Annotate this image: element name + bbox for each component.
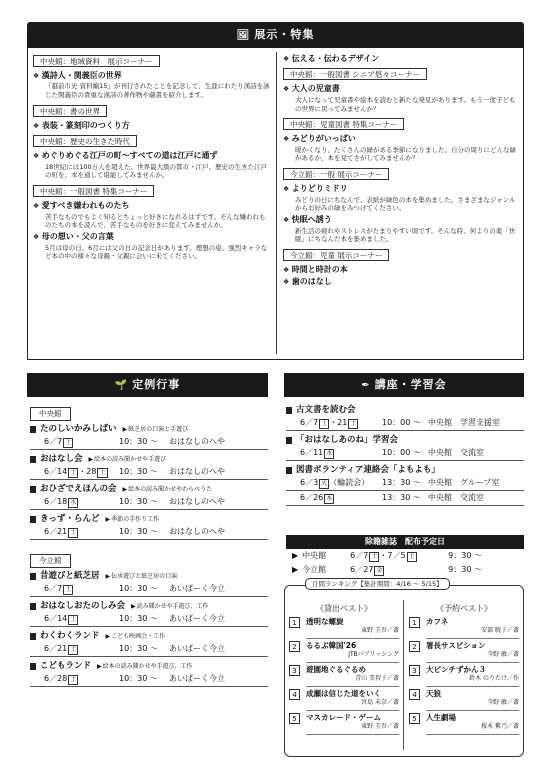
ranking-text (426, 617, 519, 639)
section-label: 中央館：児童図書 特集コーナー (283, 118, 404, 130)
section-label: 中央館：書の世界 (33, 105, 107, 117)
event-place: あいぱーく今立 (169, 674, 225, 684)
lectures-header (284, 373, 524, 397)
event-name: たのしいかみしばい (40, 424, 117, 434)
play-icon: ▶ (105, 515, 111, 523)
event-date: 6／14 土 (44, 614, 77, 624)
discard-rows (292, 551, 522, 579)
lecture (286, 465, 524, 506)
exhibit-item-title: ❖ 表装・篆刻印のつくり方 (33, 121, 271, 131)
book-title: 大ピンチずかん３ (426, 665, 486, 675)
event-name: わくわくランド (40, 631, 100, 642)
event-place: おはなしのへや (169, 527, 225, 537)
event-name: おひざでえほんの会 (40, 484, 117, 495)
exhibit-item-title: ❖ 歯のはなし (283, 277, 519, 287)
exhibit-item-desc: 新生活の疲れやストレスがたまりやすい頃です。そんな時、何よりの薬「快眠」にちなんだ本を集めました。 (295, 226, 516, 244)
play-icon: ▶ (88, 455, 94, 463)
lecture-title (286, 405, 524, 416)
ranking-item (409, 713, 519, 735)
event-place: あいぱーく今立 (169, 584, 225, 594)
event-name: おはなしおたのしみ会 (40, 601, 126, 612)
event-row (286, 416, 524, 431)
event-date: 6／26 木 (300, 493, 333, 503)
ranking-item (289, 641, 399, 663)
ranking-item (409, 689, 519, 711)
event-date: 6／7 土 (44, 437, 72, 447)
lectures-title: 講座・学習会 (374, 377, 447, 391)
event-time: 10：30 〜 (119, 467, 158, 477)
event-place: 中央館 交流室 (428, 493, 484, 503)
event-date: 6／28 土 (44, 674, 77, 684)
ranking-head: 《予約ベスト》 (436, 604, 492, 613)
event (30, 484, 268, 510)
ranking-item (289, 617, 399, 639)
weekday-badge: 木 (326, 495, 333, 503)
picture-icon: 🖼 (236, 29, 251, 41)
event-time: 10：30 〜 (119, 614, 158, 624)
event-row (30, 582, 268, 597)
event-row (30, 435, 268, 450)
lecture-title (286, 465, 524, 476)
event-date: 6／18 水 (44, 497, 77, 507)
weekday-badge: 土 (70, 646, 77, 654)
event-note-text: 絵本の読み聞かせやわらべうた (128, 485, 213, 493)
event-time: 10：30 〜 (119, 674, 158, 684)
event-row (286, 446, 524, 461)
book-title: カフネ (426, 617, 449, 627)
event-time: 10：00 〜 (382, 448, 421, 458)
book-title: 透明な螺旋 (306, 617, 344, 627)
weekday-badge: 土 (70, 616, 77, 624)
event-group (30, 407, 268, 540)
weekday-badge: 土 (371, 553, 378, 560)
exhibit-item-title: ❖ 伝える・伝わるデザイン (283, 54, 519, 64)
section-label: 今立館：児童 展示コーナー (283, 249, 389, 261)
play-icon: ▶ (122, 425, 128, 433)
book-title: 成瀬は信じた道をいく (306, 689, 381, 699)
exhibit-item-desc: みどりの日にちなんで、表紙が緑色の本を集めました。さまざまなジャンルからお好みの緑をみつけてください。 (295, 195, 516, 213)
exhibit-left-column (33, 52, 271, 263)
event-place: 中央館 交流室 (428, 448, 484, 458)
event-row (286, 476, 524, 491)
event-note-text: 紙芝居の口演と手遊び (128, 425, 189, 433)
ranking-item (289, 713, 399, 735)
rank-number: 1 (409, 617, 420, 628)
event-row (30, 495, 268, 510)
event (30, 661, 268, 687)
event-time: 10：30 〜 (119, 584, 158, 594)
exhibit-item-desc: 『越前市史 資料編15』が刊行されたことを記念して、生涯にわたり漢詩を詠じた関義臣の貴重な漢詩の著作物や蔵書を紹介します。 (45, 82, 270, 100)
rank-number: 3 (409, 665, 420, 676)
pen-icon: ✒ (361, 379, 371, 391)
event-place: おはなしのへや (169, 467, 225, 477)
exhibit-item-title: ❖ みどりがいっぱい (283, 134, 519, 144)
exhibit-right-column (283, 52, 519, 289)
event-note-text: 伝承遊びと紙芝居の口演 (111, 572, 178, 580)
discard-time: 9：30 〜 (448, 565, 482, 574)
ranking-text (306, 641, 399, 663)
book-author: 青山 美智子／著 (355, 675, 399, 683)
exhibit-item-title: ❖ 漢詩人・関義臣の世界 (33, 71, 271, 81)
section-label: 今立館：一般 展示コーナー (283, 168, 389, 180)
lecture (286, 405, 524, 431)
exhibit-item-title: ❖ 愛すべき嫌われものたち (33, 201, 271, 211)
event-time: 10：30 〜 (119, 527, 158, 537)
event-note-text: こども映画会・工作 (111, 632, 166, 640)
event (30, 454, 268, 480)
rank-number: 2 (409, 641, 420, 652)
event-row (286, 491, 524, 506)
square-icon (30, 486, 36, 493)
ranking-item (409, 641, 519, 663)
rank-number: 5 (409, 713, 420, 724)
exhibit-item-title: ❖ 時間と時計の本 (283, 265, 519, 275)
square-icon (30, 426, 36, 433)
square-icon (30, 516, 36, 523)
exhibit-item-title: ❖ めぐりめぐる江戸の町～すべての道は江戸に通ず (33, 151, 271, 161)
weekday-badge: 土 (350, 420, 357, 428)
square-icon (30, 573, 36, 580)
exhibit-divider (276, 52, 277, 354)
ranking-item (289, 665, 399, 687)
book-author: 鈴木 のりたけ／作 (469, 675, 519, 683)
exhibit-item-title: ❖ 大人の児童書 (283, 84, 519, 94)
ranking-item (409, 617, 519, 639)
event-note-text: 読み聞かせや手遊び、工作 (136, 602, 209, 610)
exhibit-item-desc: 苦手なものでもよく知るとちょっと好きになれるはずです。そんな嫌われものたちの本を読んで、苦手なものを好きに変えてみませんか。 (45, 212, 266, 230)
exhibit-item-title: ❖ 母の想い・父の言葉 (33, 232, 271, 242)
section-label: 中央館：一般図書 特集コーナー (33, 185, 154, 197)
event-time: 13：30 〜 (382, 478, 421, 488)
discard-dates: 6／7 土 ・7／5 土 (350, 551, 415, 560)
exhibit-item-desc: 暖かくなり、たくさんの緑がある季節になりました。自分の周りにどんな緑があるか、本を見てさがしてみませんか？ (295, 145, 516, 163)
event-row (30, 525, 268, 540)
book-title: 天狼 (426, 689, 441, 699)
ranking-text (306, 689, 399, 711)
lecture-name: 「おはなしあのね」学習会 (296, 435, 399, 446)
event-note-text: 絵本の読み聞かせや手遊び (94, 455, 167, 463)
event-name: きっず・らんど (40, 514, 100, 525)
event-title (30, 601, 268, 612)
event (30, 514, 268, 540)
event-row (30, 612, 268, 627)
arrow-icon: ▶ (292, 565, 299, 574)
group-label: 今立館 (30, 554, 71, 568)
lecture-name: 図書ボランティア連絡会「よもよも」 (296, 465, 440, 476)
event-name: こどもランド (40, 661, 92, 672)
event-date: 6／21 土 (44, 527, 77, 537)
ranking-text (306, 665, 399, 687)
weekday-badge: 土 (70, 676, 77, 684)
event-row (30, 672, 268, 687)
weekday-badge: 土 (408, 553, 415, 560)
weekday-badge: 土 (70, 469, 77, 477)
event-group (30, 554, 268, 687)
exhibit-title: 展示・特集 (254, 27, 315, 41)
event-row (30, 465, 268, 480)
book-author: 今野 敏／著 (487, 699, 519, 707)
ranking-item (289, 689, 399, 711)
event-name: おはなし会 (40, 454, 83, 465)
section-label: 中央館：歴史の生きた時代 (33, 135, 137, 147)
play-icon: ▶ (97, 662, 102, 670)
weekday-badge: 土 (65, 439, 72, 447)
play-icon: ▶ (131, 602, 136, 610)
discard-time: 9：30 〜 (448, 551, 482, 560)
square-icon (30, 663, 36, 670)
book-author: 今野 敏／著 (487, 651, 519, 659)
exhibit-item-desc: 5月は母の日、6月には父の日の記念日があります。理想の姿、強烈キャラなど本の中の様々な母親・父親に会いに来てください。 (45, 243, 268, 261)
lend-ranking (289, 604, 399, 737)
ranking-head: 《貸出ベスト》 (316, 604, 372, 613)
event-place: あいぱーく今立 (169, 614, 225, 624)
section-label: 中央館：地域資料 展示コーナー (33, 55, 160, 67)
rank-number: 3 (289, 665, 300, 676)
rank-number: 1 (289, 617, 300, 628)
event-name: 昔遊びと紙芝居 (40, 571, 100, 582)
discard-dates: 6／27 金 (350, 565, 383, 574)
weekday-badge: 火 (321, 480, 328, 488)
weekday-badge: 金 (376, 567, 383, 574)
exhibit-header (27, 22, 524, 48)
event-note (97, 663, 192, 671)
square-icon (30, 603, 36, 610)
ranking-text (426, 713, 519, 735)
event-title (30, 631, 268, 642)
events-title: 定例行事 (132, 377, 181, 391)
event-row (30, 642, 268, 657)
square-icon (286, 407, 292, 414)
event-note (123, 426, 189, 434)
event-date: 6／11 水 (300, 448, 333, 458)
event-note-text: 絵本の読み聞かせや手遊び、工作 (102, 662, 193, 670)
event-title (30, 484, 268, 495)
book-title: 遊園地ぐるぐるめ (306, 665, 366, 675)
book-author: 東野 圭吾／著 (361, 627, 399, 635)
event (30, 631, 268, 657)
book-author: 安部 暁子／著 (481, 627, 519, 635)
square-icon (286, 437, 292, 444)
square-icon (30, 633, 36, 640)
lecture-name: 古文書を読む会 (296, 405, 356, 415)
book-title: 署長サスピション (426, 641, 486, 651)
event-note (106, 516, 160, 524)
event-title (30, 514, 268, 525)
rank-number: 5 (289, 713, 300, 724)
event-place: 中央館 学習支援室 (428, 418, 500, 428)
discard-place: 今立館 (302, 565, 327, 574)
event-title (30, 454, 268, 465)
discard-row (292, 565, 522, 576)
weekday-badge: 土 (70, 529, 77, 537)
sprout-icon: 🌱 (114, 379, 129, 391)
event-title (30, 424, 268, 435)
play-icon: ▶ (105, 632, 111, 640)
rank-number: 4 (409, 689, 420, 700)
event-date: 6／7 土 ・21 土 (300, 418, 357, 428)
lecture (286, 435, 524, 461)
event-time: 13：30 〜 (382, 493, 421, 503)
event (30, 571, 268, 597)
book-title: 人生劇場 (426, 713, 456, 723)
event-note (123, 486, 213, 494)
event-note (131, 603, 208, 611)
event-time: 10：00 〜 (382, 418, 421, 428)
ranking-text (426, 665, 519, 687)
square-icon (30, 456, 36, 463)
event-date: 6／14 土 ・28 土 (44, 467, 106, 477)
weekday-badge: 水 (70, 499, 77, 507)
section-label: 中央館：一般図書 シニア悠々コーナー (283, 68, 427, 80)
event-place: おはなしのへや (169, 497, 225, 507)
weekday-badge: 水 (326, 450, 333, 458)
event (30, 424, 268, 450)
event-note (106, 633, 166, 641)
discard-place: 中央館 (302, 551, 327, 560)
events-header (27, 373, 268, 397)
event-date: 6／21 土 (44, 644, 77, 654)
discard-header: 除籍雑誌 配布予定日 (286, 535, 524, 549)
rank-number: 2 (289, 641, 300, 652)
ranking-text (426, 689, 519, 711)
event-time: 10：30 〜 (119, 644, 158, 654)
ranking-text (306, 713, 399, 735)
event-time: 10：30 〜 (119, 497, 158, 507)
book-author: JTBパブリッシング (348, 651, 399, 659)
discard-row (292, 551, 522, 562)
play-icon: ▶ (105, 572, 111, 580)
book-title: るるぶ韓国'26 (306, 641, 357, 651)
reserve-ranking (409, 604, 519, 737)
book-author: 宮島 未奈／著 (361, 699, 399, 707)
event-time: 10：30 〜 (119, 437, 158, 447)
event (30, 601, 268, 627)
event-note (89, 456, 167, 464)
ranking-divider (403, 600, 404, 750)
event-place: あいぱーく今立 (169, 644, 225, 654)
event-place: おはなしのへや (169, 437, 225, 447)
event-title (30, 571, 268, 582)
exhibit-item-desc: 18世紀には100万人を超えた、世界最大級の都市・江戸。歴史の生きた江戸の町を、本を通して堪能してみませんか。 (45, 162, 268, 180)
play-icon: ▶ (122, 485, 128, 493)
exhibit-item-title: ❖ 快眠へ誘う (283, 215, 519, 225)
weekday-badge: 土 (65, 586, 72, 594)
ranking-title: 月間ランキング【集計期間：4/16 〜 5/15】 (305, 578, 450, 590)
weekday-badge: 土 (321, 420, 328, 428)
event-note-text: 季節の手作り工作 (111, 515, 160, 523)
exhibit-item-title: ❖ よりどりミドリ (283, 184, 519, 194)
exhibit-item-desc: 大人になって児童書や絵本を読むと新たな発見があります。もう一度子どもの世界に戻ってみませんか？ (295, 95, 516, 113)
square-icon (286, 467, 292, 474)
ranking-text (306, 617, 399, 639)
event-date: 6／7 土 (44, 584, 72, 594)
book-author: 東野 圭吾／著 (361, 723, 399, 731)
event-place: 中央館 グループ室 (428, 478, 500, 488)
lecture-title (286, 435, 524, 446)
weekday-badge: 土 (99, 469, 106, 477)
ranking-item (409, 665, 519, 687)
group-label: 中央館 (30, 407, 71, 421)
event-title (30, 661, 268, 672)
lectures-column (286, 405, 524, 510)
rank-number: 4 (289, 689, 300, 700)
event-note (106, 573, 178, 581)
book-title: マスカレード・ゲーム (306, 713, 381, 723)
book-author: 桜木 紫乃／著 (481, 723, 519, 731)
events-column (30, 407, 268, 691)
ranking-text (426, 641, 519, 663)
event-date: 6／3 火 （輪読会） (300, 478, 370, 488)
arrow-icon: ▶ (292, 551, 299, 560)
